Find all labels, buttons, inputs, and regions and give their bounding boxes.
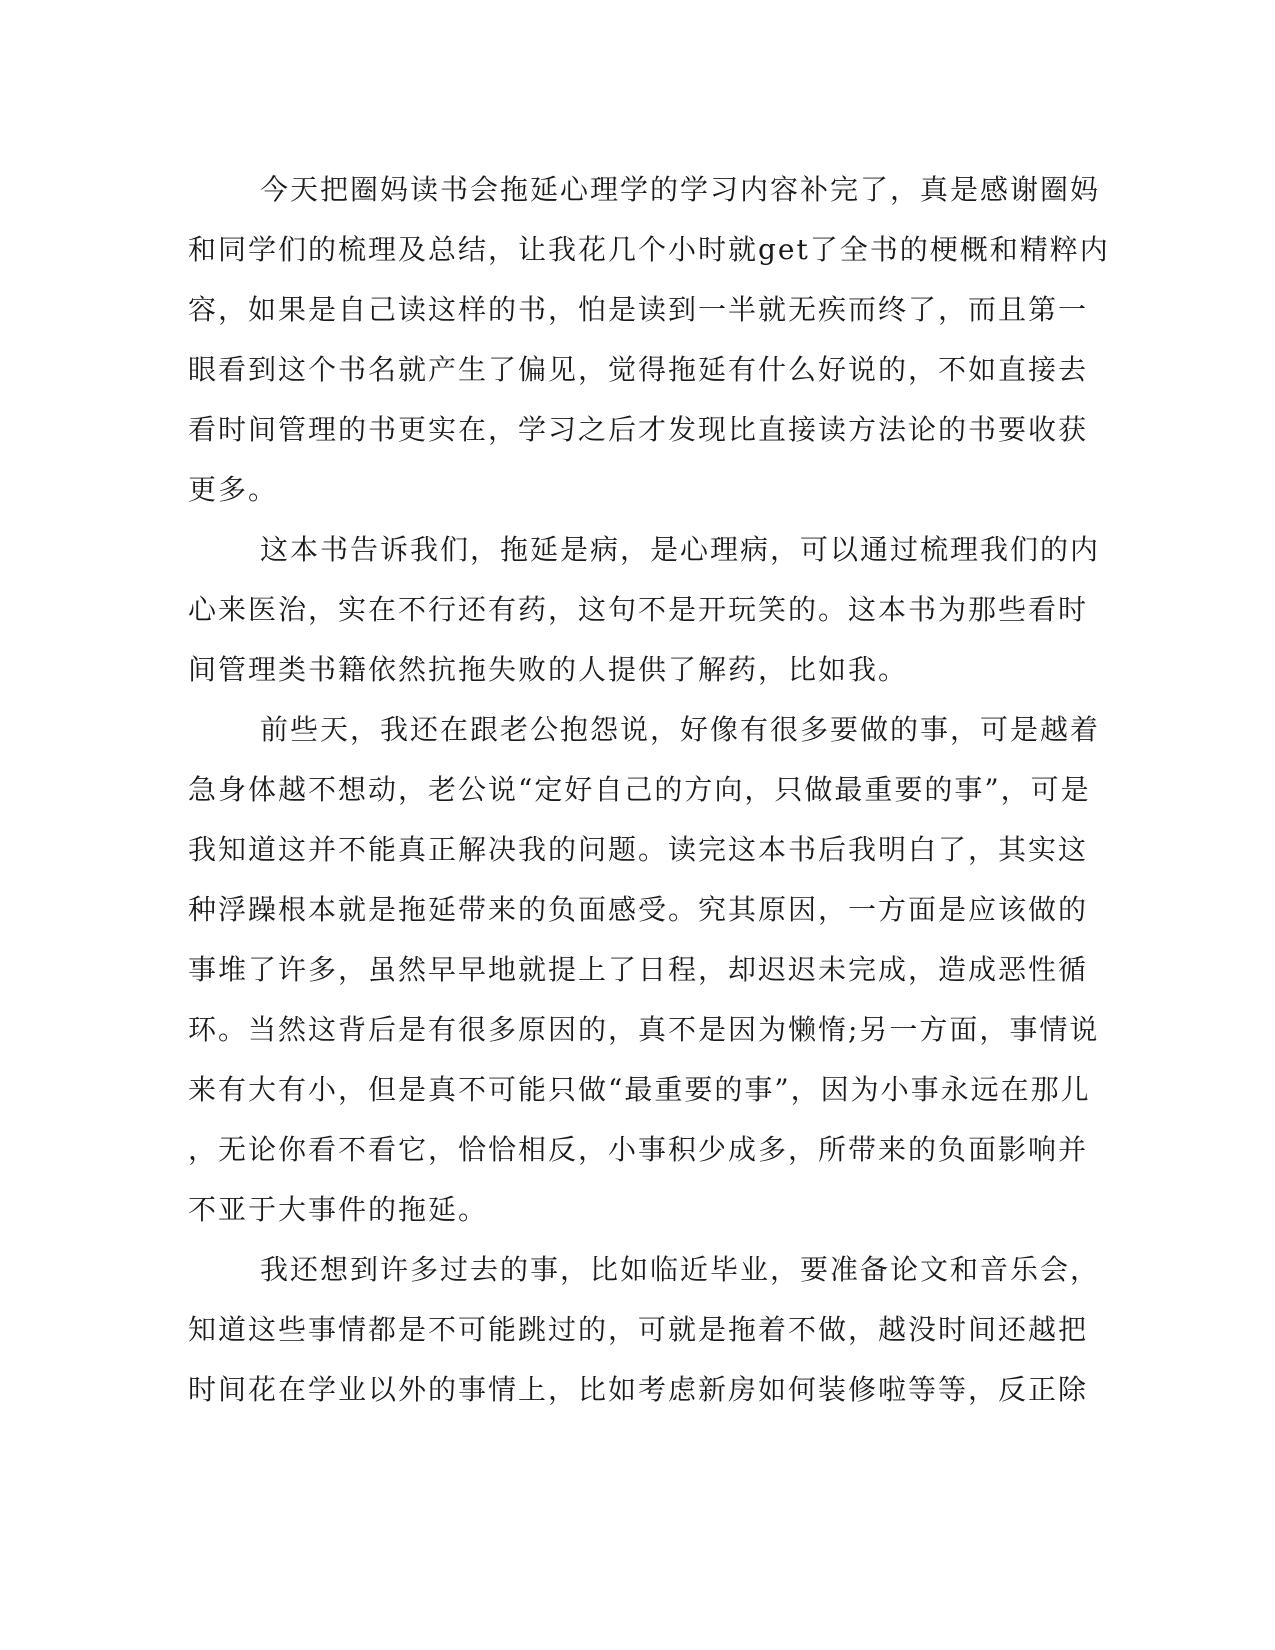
paragraph-line: 心来医治，实在不行还有药，这句不是开玩笑的。这本书为那些看时 [188, 593, 1089, 626]
paragraph-1 [188, 160, 1110, 520]
paragraph-line: 时间花在学业以外的事情上，比如考虑新房如何装修啦等等，反正除 [188, 1373, 1089, 1406]
paragraph-3 [188, 700, 1101, 1240]
paragraph-line: 前些天，我还在跟老公抱怨说，好像有很多要做的事，可是越着 [260, 713, 1101, 746]
paragraph-line: 和同学们的梳理及总结，让我花几个小时就get了全书的梗概和精粹内 [188, 233, 1110, 266]
paragraph-line: 我还想到许多过去的事，比如临近毕业，要准备论文和音乐会， [260, 1253, 1101, 1286]
paragraph-line: 不亚于大事件的拖延。 [188, 1193, 489, 1226]
paragraph-line: 容，如果是自己读这样的书，怕是读到一半就无疾而终了，而且第一 [188, 293, 1089, 326]
paragraph-2 [188, 520, 1101, 700]
paragraph-line: 来有大有小，但是真不可能只做“最重要的事”，因为小事永远在那儿 [188, 1073, 1091, 1106]
paragraph-line: 我知道这并不能真正解决我的问题。读完这本书后我明白了，其实这 [188, 833, 1089, 866]
paragraph-line: 今天把圈妈读书会拖延心理学的学习内容补完了，真是感谢圈妈 [260, 173, 1101, 206]
paragraph-line: 事堆了许多，虽然早早地就提上了日程，却迟迟未完成，造成恶性循 [188, 953, 1089, 986]
paragraph-line: 环。当然这背后是有很多原因的，真不是因为懒惰;另一方面，事情说 [188, 1013, 1100, 1046]
paragraph-line: 种浮躁根本就是拖延带来的负面感受。究其原因，一方面是应该做的 [188, 893, 1089, 926]
body-text [188, 160, 1110, 1420]
paragraph-line: ，无论你看不看它，恰恰相反，小事积少成多，所带来的负面影响并 [188, 1133, 1089, 1166]
paragraph-line: 急身体越不想动，老公说“定好自己的方向，只做最重要的事”，可是 [188, 773, 1091, 806]
paragraph-line: 看时间管理的书更实在，学习之后才发现比直接读方法论的书要收获 [188, 413, 1089, 446]
paragraph-line: 更多。 [188, 473, 279, 506]
paragraph-line: 知道这些事情都是不可能跳过的，可就是拖着不做，越没时间还越把 [188, 1313, 1089, 1346]
paragraph-line: 这本书告诉我们，拖延是病，是心理病，可以通过梳理我们的内 [260, 533, 1101, 566]
paragraph-4 [188, 1240, 1101, 1420]
paragraph-line: 眼看到这个书名就产生了偏见，觉得拖延有什么好说的，不如直接去 [188, 353, 1089, 386]
paragraph-line: 间管理类书籍依然抗拖失败的人提供了解药，比如我。 [188, 653, 909, 686]
